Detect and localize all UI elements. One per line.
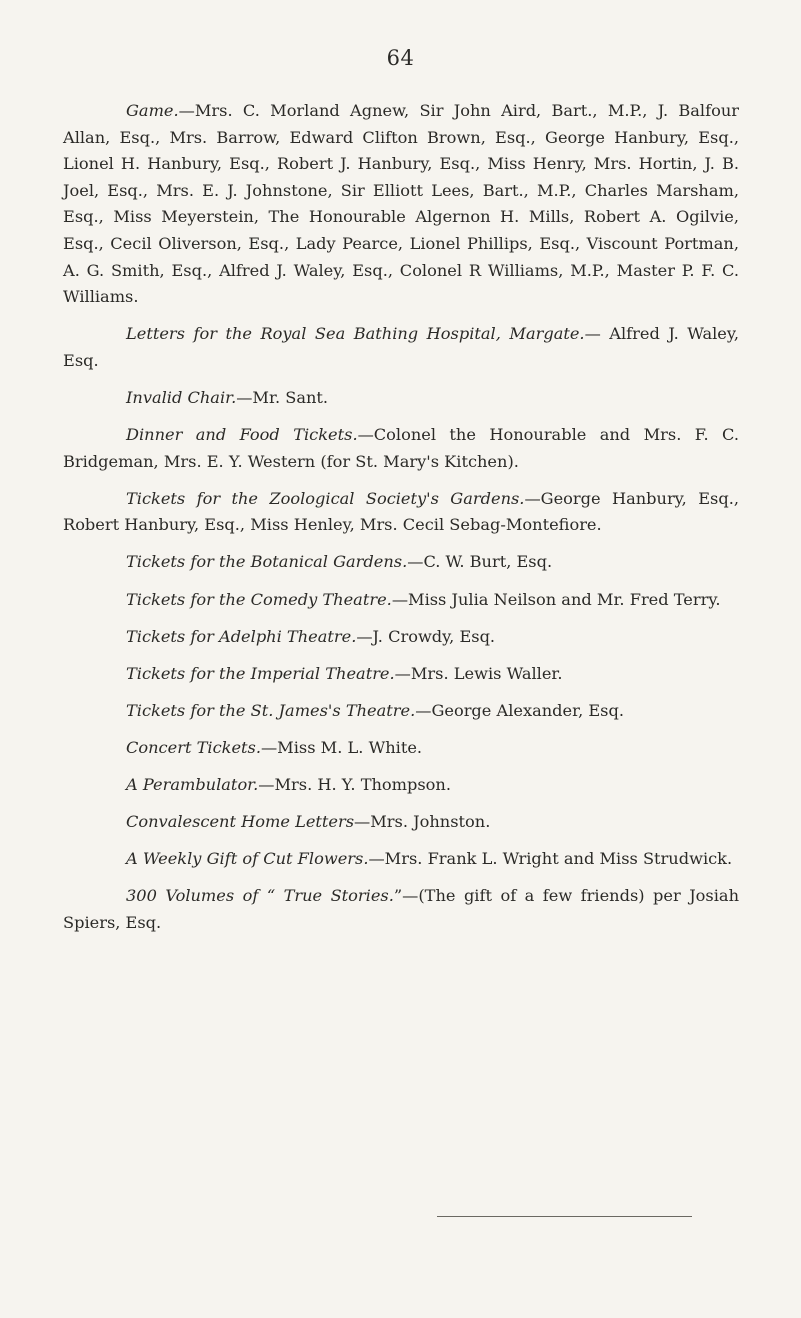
entry-text: —Mrs. H. Y. Thompson. bbox=[258, 774, 451, 794]
entry-text: ”—(The gift of a few friends) per Josiah Spiers, Esq. bbox=[63, 886, 739, 932]
entry-text: —Mr. Sant. bbox=[236, 387, 329, 407]
entry-text: —J. Crowdy, Esq. bbox=[356, 626, 496, 646]
entry-text: —George Alexander, Esq. bbox=[415, 700, 624, 720]
entry-title: Convalescent Home Letters bbox=[126, 812, 355, 832]
entry-text: —Colonel the Honourable and Mrs. F. C. Bridgeman, Mrs. E. Y. Western (for St. Mary's Kitchen). bbox=[63, 425, 739, 471]
entry-perambulator bbox=[63, 772, 739, 799]
entry-title: Tickets for the Comedy Theatre. bbox=[126, 589, 392, 609]
entry-text: —Mrs. Lewis Waller. bbox=[394, 663, 563, 683]
entry-adelphi-theatre-tickets bbox=[63, 624, 739, 651]
entry-zoological-tickets bbox=[63, 486, 739, 539]
entry-royal-sea-bathing-letters bbox=[63, 321, 739, 374]
entry-text: —Miss M. L. White. bbox=[260, 737, 423, 757]
entry-title: Dinner and Food Tickets. bbox=[126, 425, 358, 445]
entry-title: Tickets for Adelphi Theatre. bbox=[126, 626, 357, 646]
entry-text: —Miss Julia Neilson and Mr. Fred Terry. bbox=[391, 589, 721, 609]
entry-title: Tickets for the St. James's Theatre. bbox=[126, 700, 416, 720]
entry-convalescent-home-letters bbox=[63, 809, 739, 836]
page-number: 64 bbox=[386, 46, 415, 70]
entry-text: — Alfred J. Waley, Esq. bbox=[63, 324, 740, 370]
entry-title: Letters for the Royal Sea Bathing Hospital, Margate. bbox=[126, 324, 585, 344]
entry-true-stories-volumes bbox=[63, 883, 739, 936]
entry-text: —Mrs. C. Morland Agnew, Sir John Aird, Bart., M.P., J. Balfour Allan, Esq., Mrs. Barrow, Edward Clifton Brown, Esq., George Hanbury, Esq., Lionel H. Hanbury, Esq., Robert J. Hanbury, Esq., Miss Henry, Mrs. Hortin, J. B. Joel, Esq., Mrs. E. J. Johnstone, Sir Elliott Lees, Bart., M.P., Charles Marsham, Esq., Miss Meyerstein, The Honourable Algernon H. Mills, Robert A. Ogilvie, Esq., Cecil Oliverson, Esq., Lady Pearce, Lionel Phillips, Esq., Viscount Portman, A. G. Smith, Esq., Alfred J. Waley, Esq., Colonel R Williams, M.P., Master P. F. C. Williams. bbox=[63, 101, 739, 307]
entry-title: Concert Tickets. bbox=[126, 737, 261, 757]
entry-text: —Mrs. Frank L. Wright and Miss Strudwick. bbox=[368, 849, 733, 869]
entry-title: A Perambulator. bbox=[126, 774, 259, 794]
entry-text: —C. W. Burt, Esq. bbox=[407, 552, 553, 572]
entry-text: —George Hanbury, Esq., Robert Hanbury, Esq., Miss Henley, Mrs. Cecil Sebag-Montefiore. bbox=[63, 488, 739, 535]
entry-concert-tickets bbox=[63, 735, 739, 762]
entry-title: 300 Volumes of “ True Stories. bbox=[126, 886, 394, 906]
entry-text: —Mrs. Johnston. bbox=[354, 812, 491, 832]
entry-game bbox=[63, 98, 739, 311]
entry-weekly-cut-flowers bbox=[63, 846, 739, 873]
entry-botanical-tickets bbox=[63, 549, 739, 576]
donations-list bbox=[63, 98, 739, 947]
entry-comedy-theatre-tickets bbox=[63, 587, 739, 614]
entry-title: A Weekly Gift of Cut Flowers. bbox=[126, 849, 369, 869]
entry-invalid-chair bbox=[63, 385, 739, 412]
entry-title: Game. bbox=[126, 101, 179, 120]
footer-rule bbox=[437, 1216, 692, 1217]
entry-imperial-theatre-tickets bbox=[63, 661, 739, 688]
entry-title: Invalid Chair. bbox=[126, 387, 237, 407]
entry-title: Tickets for the Botanical Gardens. bbox=[126, 552, 408, 572]
entry-dinner-food-tickets bbox=[63, 422, 739, 475]
entry-title: Tickets for the Imperial Theatre. bbox=[126, 663, 395, 683]
entry-st-james-theatre-tickets bbox=[63, 698, 739, 725]
entry-title: Tickets for the Zoological Society's Gardens. bbox=[126, 488, 525, 508]
